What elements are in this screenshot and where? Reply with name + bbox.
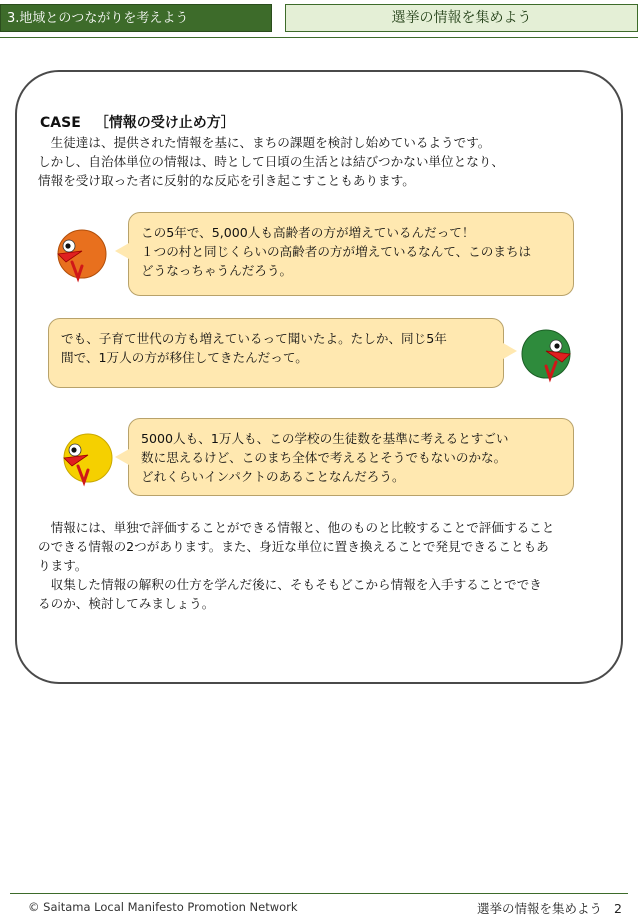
bubble-line: 間で、1万人の方が移住してきたんだって。 bbox=[61, 350, 308, 365]
green-bird-character-icon bbox=[516, 328, 576, 384]
page-number: 2 bbox=[614, 901, 622, 916]
case-intro-line: 生徒達は、提供された情報を基に、まちの課題を検討し始めているようです。 bbox=[38, 135, 491, 150]
section-tab: 3.地域とのつながりを考えよう bbox=[0, 4, 272, 32]
footer-divider bbox=[10, 893, 628, 894]
bubble-line: この5年で、5,000人も高齢者の方が増えているんだって！ bbox=[141, 225, 475, 240]
bubble-line: どれくらいインパクトのあることなんだろう。 bbox=[141, 469, 405, 484]
case-subtitle: ［情報の受け止め方］ bbox=[94, 115, 235, 131]
speech-bubble-2 bbox=[48, 318, 504, 388]
orange-bird-character-icon bbox=[52, 228, 112, 284]
topic-tab: 選挙の情報を集めよう bbox=[285, 4, 638, 32]
case-intro-line: しかし、自治体単位の情報は、時として日頃の生活とは結びつかない単位となり、 bbox=[38, 154, 504, 169]
bubble-line: でも、子育て世代の方も増えているって聞いたよ。たしか、同じ5年 bbox=[61, 331, 447, 346]
body-line: 収集した情報の解釈の仕方を学んだ後に、そもそもどこから情報を入手することででき bbox=[38, 577, 542, 592]
bubble-line: どうなっちゃうんだろう。 bbox=[141, 263, 293, 278]
speech-bubble-1 bbox=[128, 212, 574, 296]
bubble-line: １つの村と同じくらいの高齢者の方が増えているなんて、このまちは bbox=[141, 244, 532, 259]
body-line: ります。 bbox=[38, 558, 88, 573]
speech-bubble-3 bbox=[128, 418, 574, 496]
body-line: 情報には、単独で評価することができる情報と、他のものと比較することで評価すること bbox=[38, 520, 555, 535]
bubble-line: 5000人も、1万人も、この学校の生徒数を基準に考えるとすごい bbox=[141, 431, 509, 446]
header-divider bbox=[0, 37, 638, 38]
case-heading bbox=[40, 112, 235, 132]
body-line: るのか、検討してみましょう。 bbox=[38, 596, 215, 611]
footer-title: 選挙の情報を集めよう bbox=[477, 901, 603, 916]
case-label: CASE bbox=[40, 115, 81, 131]
yellow-bird-character-icon bbox=[58, 432, 118, 488]
footer-copyright: © Saitama Local Manifesto Promotion Network bbox=[28, 900, 298, 914]
case-intro-line: 情報を受け取った者に反射的な反応を引き起こすこともあります。 bbox=[38, 173, 415, 188]
body-line: のできる情報の2つがあります。また、身近な単位に置き換えることで発見できることもあ bbox=[38, 539, 549, 554]
bubble-line: 数に思えるけど、このまち全体で考えるとそうでもないのかな。 bbox=[141, 450, 507, 465]
footer-meta bbox=[477, 899, 622, 917]
